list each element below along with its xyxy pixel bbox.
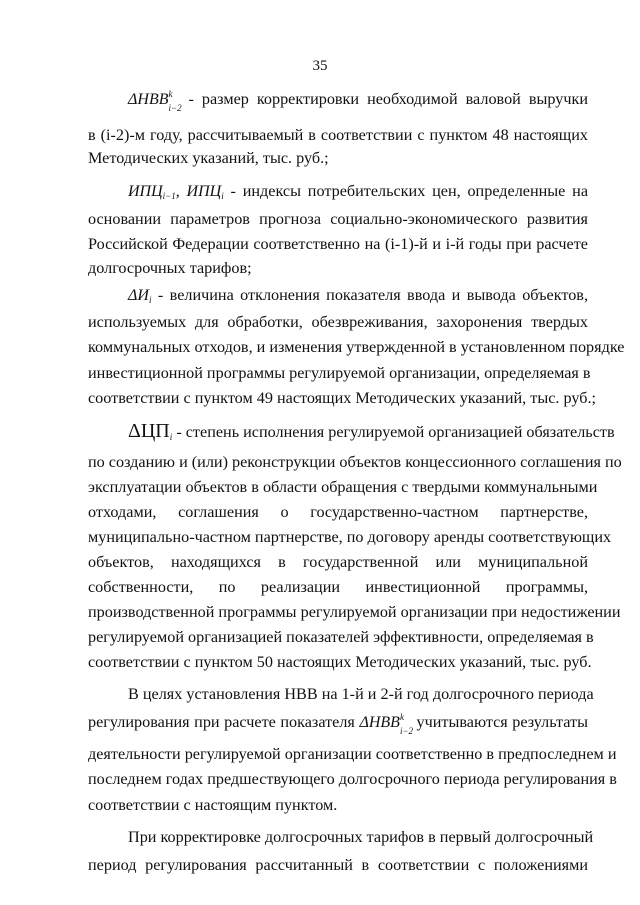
definition-text: - степень исполнения регулируемой организацией обязательств: [176, 423, 615, 441]
formula-delta-nvv-inline: ΔНВВ k i−2: [359, 712, 414, 736]
text-line: период регулирования рассчитанный в соответствии с положениями: [88, 856, 588, 874]
definition-text: - величина отклонения показателя ввода и вывода объектов,: [157, 286, 588, 304]
text-line: муниципально-частном партнерстве, по договору аренды соответствующих: [88, 528, 612, 546]
text-line: по созданию и (или) реконструкции объектов концессионного соглашения по: [88, 453, 622, 471]
formula-delta-i: $\Delta И_i$: [128, 287, 152, 305]
text-fragment: учитываются результаты: [416, 713, 589, 731]
text-line: используемых для обработки, обезвреживания, захоронения твердых: [88, 313, 588, 331]
text-line: основании параметров прогноза социально-экономического развития: [88, 210, 588, 228]
formula-delta-nvv: ΔНВВ k i−2: [128, 89, 182, 113]
text-line: соответствии с пунктом 49 настоящих Методических указаний, тыс. руб.;: [88, 389, 597, 407]
text-line: соответствии с пунктом 50 настоящих Методических указаний, тыс. руб.: [88, 653, 592, 671]
page-number: 35: [312, 58, 328, 74]
text-line: При корректировке долгосрочных тарифов в первый долгосрочный: [128, 828, 594, 846]
definition-text: - индексы потребительских цен, определенные на: [230, 182, 589, 200]
text-line: [128, 420, 615, 447]
text-fragment: регулирования при расчете показателя: [88, 713, 355, 731]
text-line: [128, 89, 589, 113]
text-line: объектов, находящихся в государственной или муниципальной: [88, 553, 588, 571]
text-line: в (i-2)-м году, рассчитываемый в соответствии с пунктом 48 настоящих: [88, 126, 588, 144]
text-line: [128, 181, 588, 206]
text-line: инвестиционной программы регулируемой организации, определяемая в: [88, 364, 591, 382]
text-line: коммунальных отходов, и изменения утвержденной в установленном порядке: [88, 338, 625, 356]
text-line: деятельности регулируемой организации соответственно в предпоследнем и: [88, 745, 617, 763]
formula-ipc: $ИПЦ_{i-1}$, $ИПЦ_i$: [128, 183, 224, 201]
text-line: соответствии с настоящим пунктом.: [88, 796, 338, 814]
text-line: [128, 285, 588, 310]
text-line: Методических указаний, тыс. руб.;: [88, 149, 329, 167]
text-line: отходами, соглашения о государственно-частном партнерстве,: [88, 503, 588, 521]
text-line: эксплуатации объектов в области обращения с твердыми коммунальными: [88, 478, 598, 496]
text-line: Российской Федерации соответственно на (i-1)-й и i-й годы при расчете: [88, 235, 588, 253]
text-line: долгосрочных тарифов;: [88, 259, 252, 277]
text-line: В целях установления НВВ на 1-й и 2-й год долгосрочного периода: [128, 685, 594, 703]
definition-text: - размер корректировки необходимой валовой выручки: [188, 90, 589, 108]
text-line: [88, 712, 589, 736]
text-line: производственной программы регулируемой организации при недостижении: [88, 603, 621, 621]
text-line: собственности, по реализации инвестиционной программы,: [88, 578, 588, 596]
formula-delta-cp: $\Delta ЦП_i$: [128, 420, 173, 442]
text-line: регулируемой организацией показателей эффективности, определяемая в: [88, 628, 594, 646]
text-line: последнем годах предшествующего долгосрочного периода регулирования в: [88, 770, 617, 788]
